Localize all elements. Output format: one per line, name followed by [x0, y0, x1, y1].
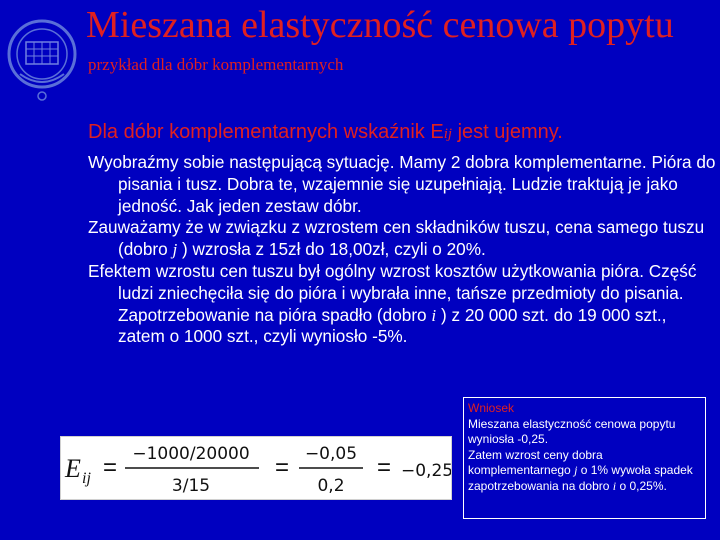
paragraph-price-rise-before: Zauważamy że w związku z wzrostem cen składników tuszu, cena samego tuszu (dobro: [88, 217, 705, 260]
conclusion-line-2-before: Zatem wzrost ceny dobra komplementarnego: [468, 447, 603, 477]
conclusion-variable-i: i: [612, 478, 617, 493]
conclusion-line-1: Mieszana elastyczność cenowa popytu wyniosła -0,25.: [468, 416, 676, 446]
lead-text-before: Dla dóbr komplementarnych wskaźnik E: [88, 121, 444, 143]
paragraph-price-rise-after: ) wzrosła z 15zł do 18,00zł, czyli o 20%.: [177, 239, 486, 260]
conclusion-box: [463, 397, 706, 519]
formula-svg: [61, 437, 451, 499]
formula-equals-2: =: [275, 454, 290, 481]
formula-box: [60, 436, 452, 500]
formula-denominator-1: 3/15: [171, 476, 211, 496]
conclusion-line-2-mid: o 1% wywoła spadek zapotrzebowania na dobro: [468, 463, 693, 493]
paragraph-demand-drop-before: Efektem wzrostu cen tuszu był ogólny wzrost kosztów użytkowania pióra. Część ludzi zniechęciła się do pióra i wybrała inne, tańsze przedmioty do pisania. Zapotrzebowanie na pióra spadło (dobro: [88, 260, 697, 325]
lead-statement: [88, 121, 563, 143]
conclusion-line-2: [468, 448, 701, 495]
paragraph-price-rise: [88, 217, 716, 261]
formula-symbol: E: [65, 454, 81, 483]
body-text: [88, 152, 716, 348]
conclusion-variable-j: j: [574, 463, 578, 477]
lead-text-after: jest ujemny.: [452, 121, 563, 143]
conclusion-line-2-after: o 0,25%.: [616, 478, 667, 493]
formula-equals-3: =: [377, 454, 392, 481]
university-emblem-icon: [6, 16, 78, 102]
conclusion-heading: Wniosek: [468, 401, 515, 415]
variable-j: j: [172, 240, 178, 260]
slide-subtitle: przykład dla dóbr komplementarnych: [88, 55, 344, 74]
formula-equals-1: =: [103, 454, 118, 481]
formula-result: −0,25: [401, 461, 451, 481]
lead-subscript: ij: [443, 126, 453, 142]
formula-numerator-2: −0,05: [304, 444, 358, 464]
formula-denominator-2: 0,2: [317, 476, 345, 496]
slide-title: Mieszana elastyczność cenowa popytu: [86, 4, 674, 46]
paragraph-demand-drop: [88, 261, 716, 348]
variable-i: i: [431, 305, 437, 325]
formula-subscript: ij: [82, 470, 91, 487]
paragraph-situation: Wyobraźmy sobie następującą sytuację. Mamy 2 dobra komplementarne. Pióra do pisania i tusz. Dobra te, wzajemnie się uzupełniają. Ludzie traktują je jako jedność. Jak jeden zestaw dóbr.: [88, 152, 716, 216]
formula-numerator-1: −1000/20000: [132, 444, 250, 464]
paragraph-demand-drop-after: ) z 20 000 szt. do 19 000 szt., zatem o 1000 szt., czyli wyniosło -5%.: [118, 304, 667, 347]
